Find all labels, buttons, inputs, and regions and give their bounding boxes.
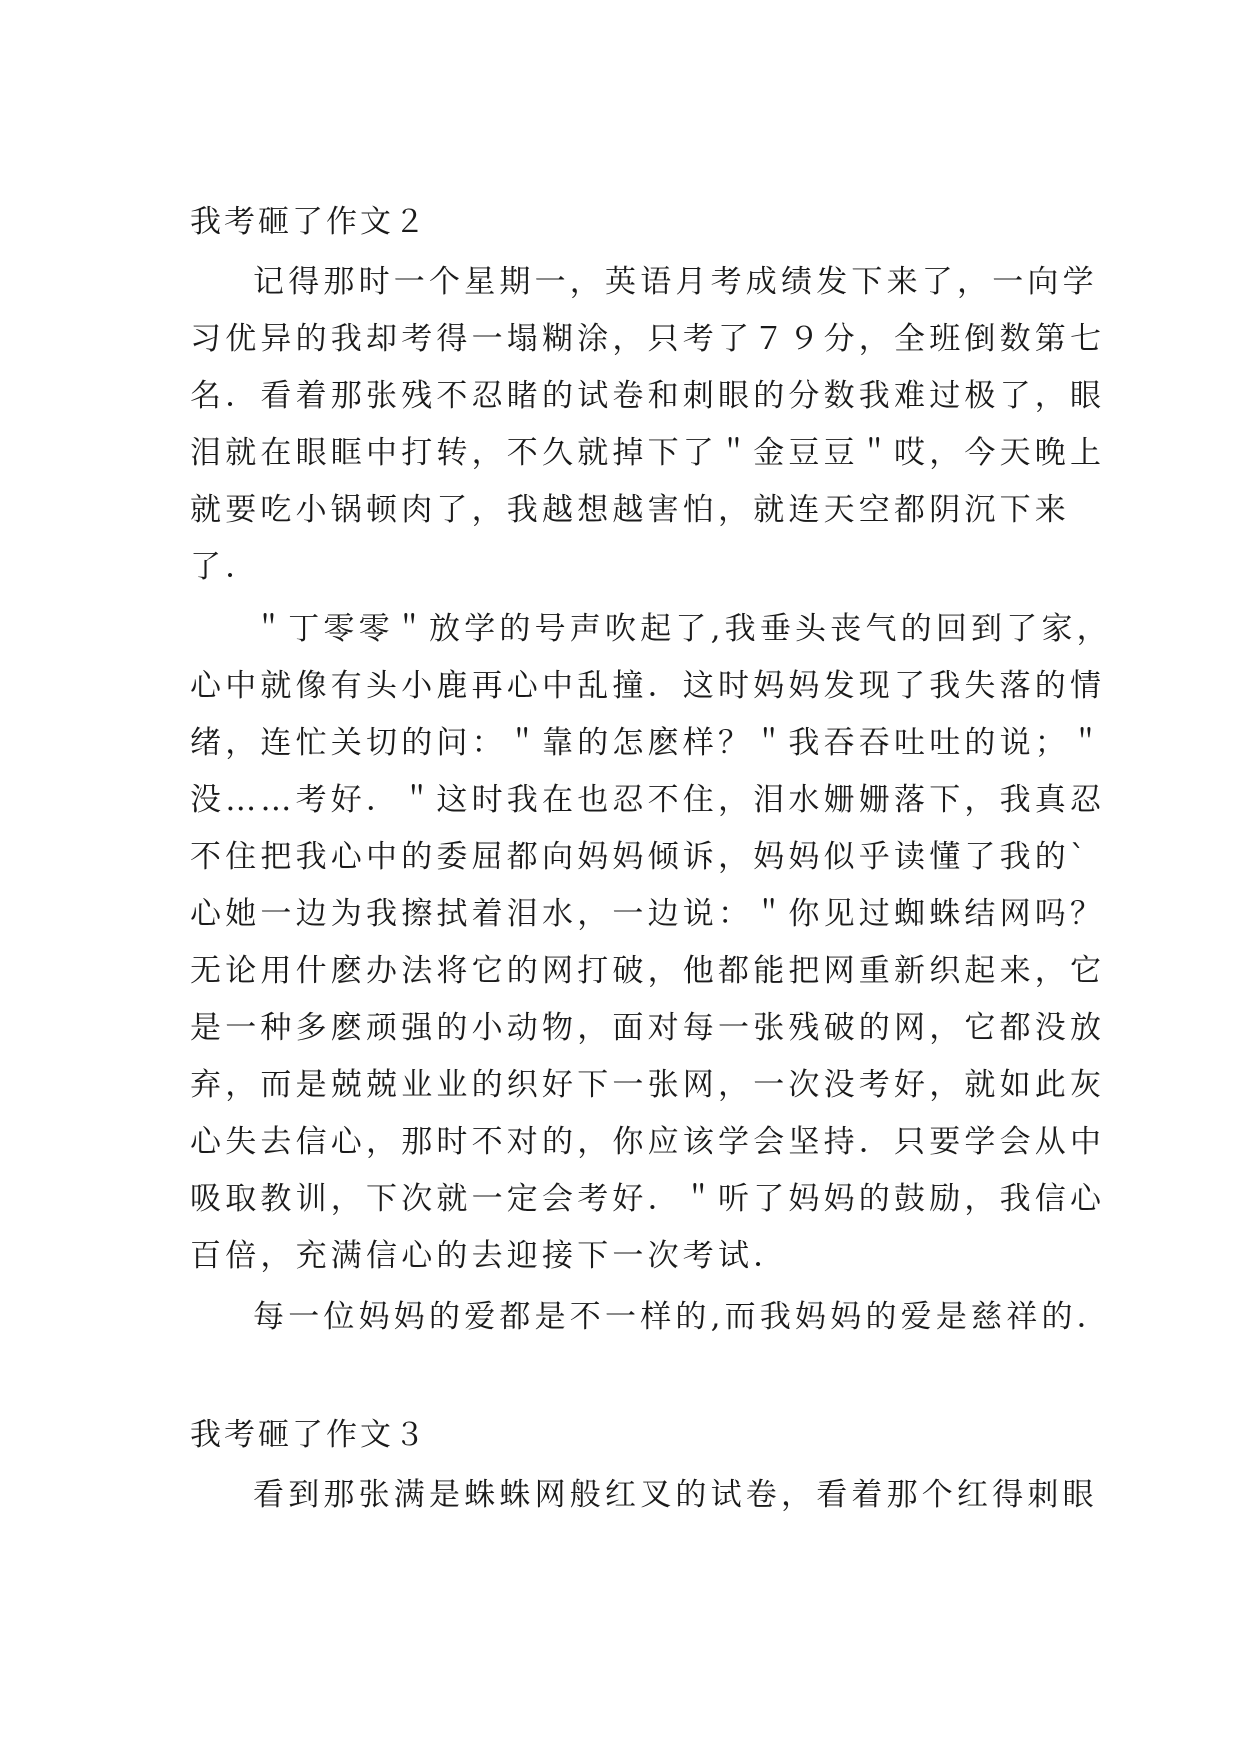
paragraph-line: 弃，而是兢兢业业的织好下一张网，一次没考好，就如此灰: [190, 1067, 1106, 1103]
paragraph-line: 名．看着那张残不忍睹的试卷和刺眼的分数我难过极了，眼: [190, 378, 1106, 414]
paragraph-line: 就要吃小锅顿肉了，我越想越害怕，就连天空都阴沉下来: [190, 492, 1070, 528]
paragraph-line: 记得那时一个星期一，英语月考成绩发下来了，一向学: [253, 264, 1098, 300]
paragraph-line: 心她一边为我擦拭着泪水，一边说：＂你见过蜘蛛结网吗？: [190, 896, 1106, 932]
paragraph-line: 不住把我心中的委屈都向妈妈倾诉，妈妈似乎读懂了我的`: [190, 839, 1090, 875]
paragraph-line: 绪，连忙关切的问：＂靠的怎麽样？＂我吞吞吐吐的说；＂: [190, 725, 1106, 761]
section-title: 我考砸了作文２: [190, 204, 428, 240]
paragraph-line: 无论用什麽办法将它的网打破，他都能把网重新织起来，它: [190, 953, 1106, 989]
paragraph-line: 没……考好．＂这时我在也忍不住，泪水姗姗落下，我真忍: [190, 782, 1106, 818]
paragraph-line: 了．: [190, 549, 261, 585]
paragraph-line: 泪就在眼眶中打转，不久就掉下了＂金豆豆＂哎，今天晚上: [190, 435, 1106, 471]
paragraph-line: 吸取教训，下次就一定会考好．＂听了妈妈的鼓励，我信心: [190, 1181, 1106, 1217]
paragraph-line: 习优异的我却考得一塌糊涂，只考了７９分，全班倒数第七: [190, 321, 1106, 357]
paragraph-line: 百倍，充满信心的去迎接下一次考试．: [190, 1238, 789, 1274]
section-title: 我考砸了作文３: [190, 1417, 428, 1453]
paragraph-line: 心中就像有头小鹿再心中乱撞．这时妈妈发现了我失落的情: [190, 668, 1106, 704]
paragraph-line: 是一种多麽顽强的小动物，面对每一张残破的网，它都没放: [190, 1010, 1106, 1046]
paragraph-line: 心失去信心，那时不对的，你应该学会坚持．只要学会从中: [190, 1124, 1106, 1160]
paragraph-line: 看到那张满是蛛蛛网般红叉的试卷，看着那个红得刺眼: [253, 1477, 1098, 1513]
paragraph-line: 每一位妈妈的爱都是不一样的,而我妈妈的爱是慈祥的．: [253, 1299, 1112, 1335]
paragraph-line: ＂丁零零＂放学的号声吹起了,我垂头丧气的回到了家，: [253, 611, 1112, 647]
